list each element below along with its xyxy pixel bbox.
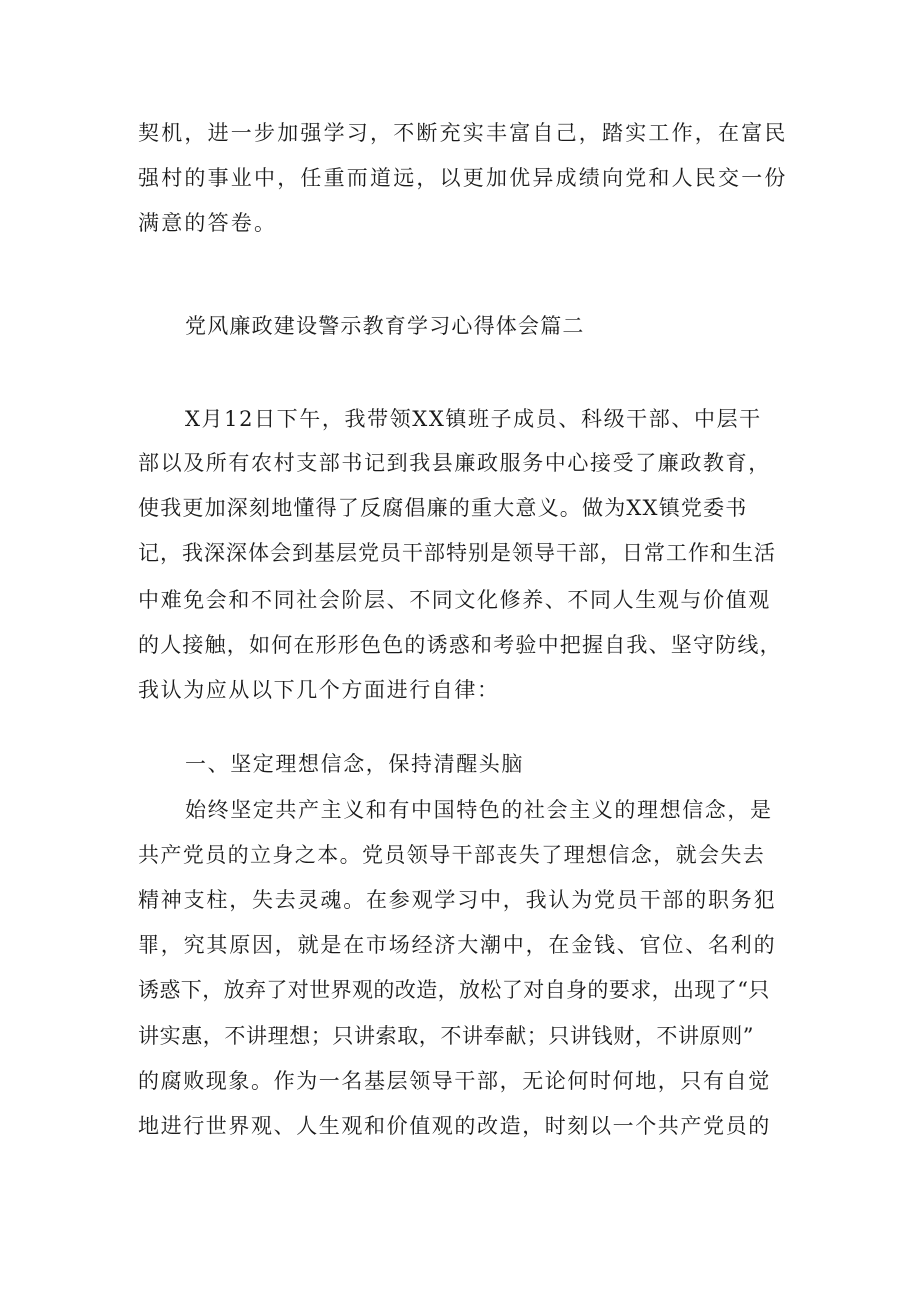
fragment-line: 契机，进一步加强学习，不断充实丰富自己，踏实工作，在富民	[138, 121, 788, 145]
fragment-line: 满意的答卷。	[138, 211, 278, 235]
intro-line: 的人接触，如何在形形色色的诱惑和考验中把握自我、坚守防线，	[138, 633, 782, 657]
fragment-line: 强村的事业中，任重而道远，以更加优异成绩向党和人民交一份	[138, 166, 788, 190]
intro-line: 部以及所有农村支部书记到我县廉政服务中心接受了廉政教育，	[138, 451, 771, 475]
section-line: 精神支柱，失去灵魂。在参观学习中，我认为党员干部的职务犯	[138, 888, 777, 912]
section-line: 共产党员的立身之本。党员领导干部丧失了理想信念，就会失去	[138, 843, 766, 867]
intro-line: 中难免会和不同社会阶层、不同文化修养、不同人生观与价值观	[138, 588, 771, 612]
section-line: 地进行世界观、人生观和价值观的改造，时刻以一个共产党员的	[138, 1114, 771, 1138]
section-line: 的腐败现象。作为一名基层领导干部，无论何时何地，只有自觉	[138, 1069, 771, 1093]
intro-line: 我认为应从以下几个方面进行自律：	[138, 678, 500, 702]
section-line: 讲实惠，不讲理想；只讲索取，不讲奉献；只讲钱财，不讲原则”	[138, 1024, 755, 1048]
section-line: 诱惑下，放弃了对世界观的改造，放松了对自身的要求，出现了“只	[138, 978, 770, 1002]
section-line: 罪，究其原因，就是在市场经济大潮中，在金钱、官位、名利的	[138, 933, 777, 957]
intro-line: X月12日下午，我带领XX镇班子成员、科级干部、中层干	[185, 407, 762, 431]
intro-line: 记，我深深体会到基层党员干部特别是领导干部，日常工作和生活	[138, 541, 776, 565]
intro-line: 使我更加深刻地懂得了反腐倡廉的重大意义。做为XX镇党委书	[138, 496, 748, 520]
article-heading: 党风廉政建设警示教育学习心得体会篇二	[185, 314, 585, 338]
section-line: 始终坚定共产主义和有中国特色的社会主义的理想信念，是	[185, 798, 773, 822]
section-heading: 一、坚定理想信念，保持清醒头脑	[185, 752, 524, 776]
